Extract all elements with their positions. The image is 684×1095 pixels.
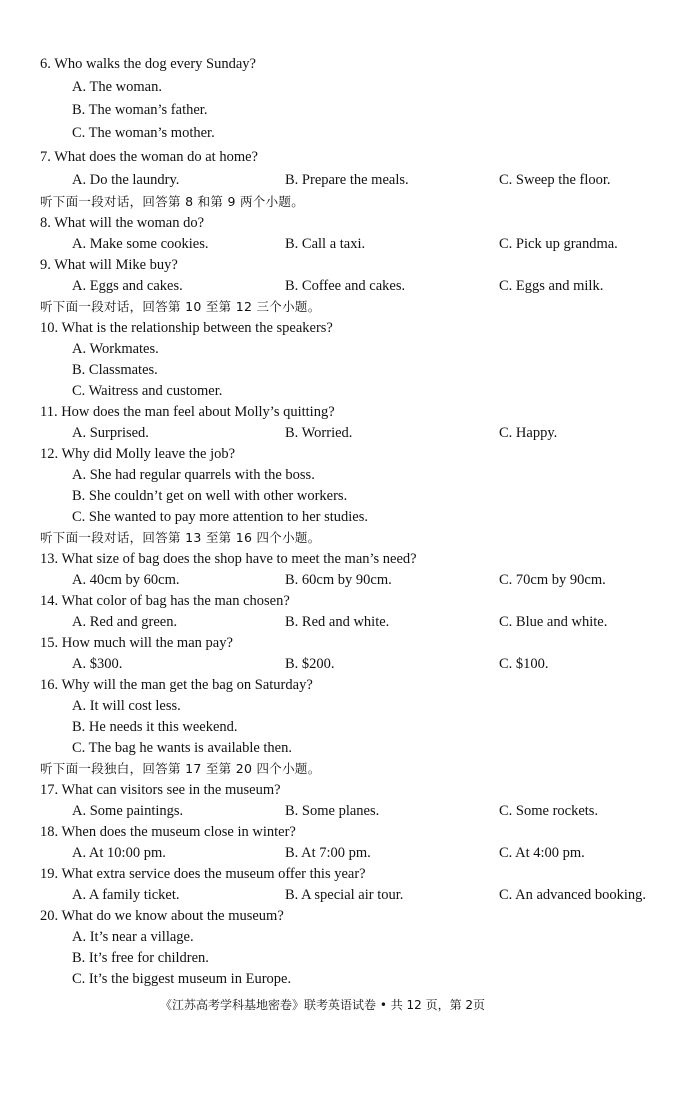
question-10-stem: 10. What is the relationship between the speakers? [40, 320, 333, 336]
question-9-stem: 9. What will Mike buy? [40, 257, 178, 273]
question-14-option-c: C. Blue and white. [499, 614, 608, 630]
question-7-option-b: B. Prepare the meals. [285, 172, 409, 188]
question-9-option-a: A. Eggs and cakes. [72, 278, 183, 294]
question-16-option-a: A. It will cost less. [72, 698, 181, 714]
question-16-option-b: B. He needs it this weekend. [72, 719, 238, 735]
question-11-option-a: A. Surprised. [72, 425, 149, 441]
question-13-option-a: A. 40cm by 60cm. [72, 572, 180, 588]
question-10-option-a: A. Workmates. [72, 341, 159, 357]
question-7-option-c: C. Sweep the floor. [499, 172, 611, 188]
question-8-stem: 8. What will the woman do? [40, 215, 205, 231]
question-16-stem: 16. Why will the man get the bag on Saturday? [40, 677, 313, 693]
question-15-stem: 15. How much will the man pay? [40, 635, 233, 651]
question-18-option-b: B. At 7:00 pm. [285, 845, 371, 861]
question-10-option-c: C. Waitress and customer. [72, 383, 223, 399]
question-11-stem: 11. How does the man feel about Molly’s quitting? [40, 404, 335, 420]
question-18-stem: 18. When does the museum close in winter? [40, 824, 296, 840]
question-20-option-c: C. It’s the biggest museum in Europe. [72, 971, 292, 987]
question-19-stem: 19. What extra service does the museum offer this year? [40, 866, 366, 882]
question-6-option-a: A. The woman. [72, 79, 162, 95]
instruction-17-20: 听下面一段独白，回答第 17 至第 20 四个小题。 [40, 761, 321, 776]
question-12-option-b: B. She couldn’t get on well with other workers. [72, 488, 348, 504]
question-9-option-b: B. Coffee and cakes. [285, 278, 406, 294]
question-10-option-b: B. Classmates. [72, 362, 158, 378]
question-20-option-b: B. It’s free for children. [72, 950, 209, 966]
question-6-option-b: B. The woman’s father. [72, 102, 208, 118]
question-12-option-c: C. She wanted to pay more attention to her studies. [72, 509, 368, 525]
question-7-stem: 7. What does the woman do at home? [40, 149, 258, 165]
question-12-option-a: A. She had regular quarrels with the boss. [72, 467, 315, 483]
question-19-option-a: A. A family ticket. [72, 887, 180, 903]
instruction-10-12: 听下面一段对话，回答第 10 至第 12 三个小题。 [40, 299, 321, 314]
question-17-option-a: A. Some paintings. [72, 803, 184, 819]
question-17-option-c: C. Some rockets. [499, 803, 599, 819]
question-15-option-b: B. $200. [285, 656, 335, 672]
question-20-stem: 20. What do we know about the museum? [40, 908, 284, 924]
question-14-option-a: A. Red and green. [72, 614, 178, 630]
instruction-13-16: 听下面一段对话，回答第 13 至第 16 四个小题。 [40, 530, 321, 545]
question-8-option-b: B. Call a taxi. [285, 236, 366, 252]
question-6-stem: 6. Who walks the dog every Sunday? [40, 56, 256, 72]
question-9-option-c: C. Eggs and milk. [499, 278, 604, 294]
question-18-option-c: C. At 4:00 pm. [499, 845, 585, 861]
question-12-stem: 12. Why did Molly leave the job? [40, 446, 236, 462]
question-6-option-c: C. The woman’s mother. [72, 125, 215, 141]
question-17-stem: 17. What can visitors see in the museum? [40, 782, 281, 798]
question-7-option-a: A. Do the laundry. [72, 172, 180, 188]
instruction-8-9: 听下面一段对话，回答第 8 和第 9 两个小题。 [40, 194, 304, 209]
question-8-option-c: C. Pick up grandma. [499, 236, 618, 252]
question-17-option-b: B. Some planes. [285, 803, 380, 819]
question-20-option-a: A. It’s near a village. [72, 929, 194, 945]
question-13-stem: 13. What size of bag does the shop have to meet the man’s need? [40, 551, 417, 567]
question-13-option-c: C. 70cm by 90cm. [499, 572, 606, 588]
page-footer: 《江苏高考学科基地密卷》联考英语试卷 • 共 12 页，第 2页 [160, 998, 486, 1012]
question-11-option-c: C. Happy. [499, 425, 558, 441]
question-14-stem: 14. What color of bag has the man chosen? [40, 593, 290, 609]
question-11-option-b: B. Worried. [285, 425, 353, 441]
question-18-option-a: A. At 10:00 pm. [72, 845, 166, 861]
question-15-option-c: C. $100. [499, 656, 549, 672]
question-15-option-a: A. $300. [72, 656, 123, 672]
question-16-option-c: C. The bag he wants is available then. [72, 740, 292, 756]
question-13-option-b: B. 60cm by 90cm. [285, 572, 392, 588]
question-14-option-b: B. Red and white. [285, 614, 390, 630]
question-19-option-c: C. An advanced booking. [499, 887, 646, 903]
question-8-option-a: A. Make some cookies. [72, 236, 209, 252]
question-19-option-b: B. A special air tour. [285, 887, 404, 903]
